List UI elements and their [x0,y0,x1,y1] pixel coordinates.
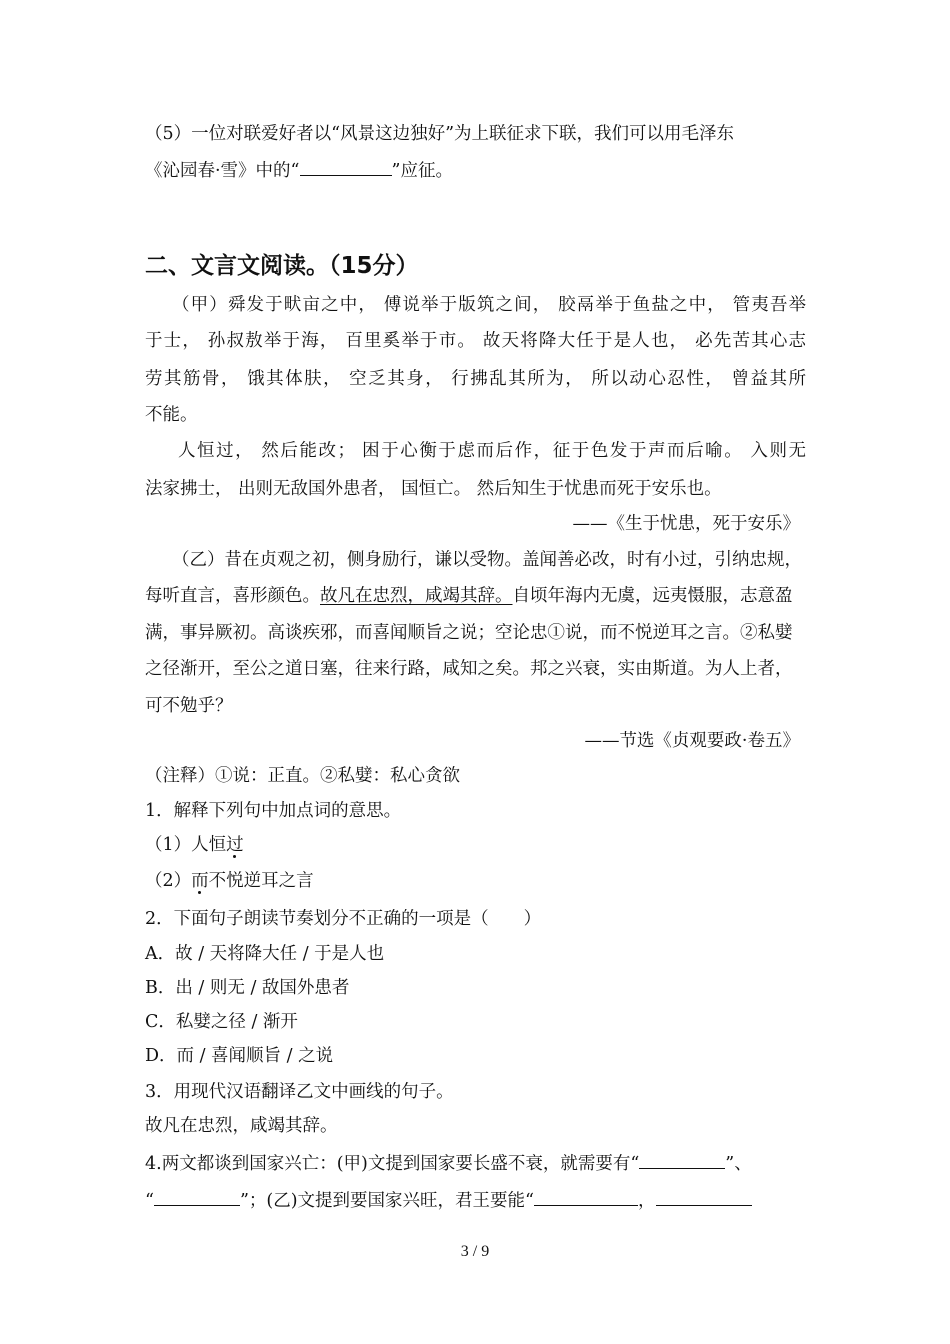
q4-line-2-open: “ [145,1191,154,1211]
option-c: C．私嬖之径 / 渐开 [145,1012,298,1032]
option-b: B．出 / 则无 / 敌国外患者 [145,978,350,998]
jia-line-1: （甲）舜发于畎亩之中， 傅说举于版筑之间， 胶鬲举于鱼盐之中， 管夷吾举 [172,295,806,315]
q5-line-2 [145,157,453,184]
question-1-item-2 [145,868,314,894]
yi-line-2-start: 每听直言，喜形颜色。 [145,586,320,606]
q1-2-prefix: （2） [145,871,192,891]
notes: （注释）①说：正直。②私嬖：私心贪欲 [145,766,460,786]
yi-line-5: 可不勉乎？ [145,696,233,716]
yi-line-2-end: 自顷年海内无虞，远夷慑服，志意盈 [512,586,793,606]
q4-answer-blank-4 [656,1187,752,1206]
yi-source: ——节选《贞观要政·卷五》 [584,731,800,751]
question-4-line-2 [145,1187,752,1214]
q5-line-1: （5）一位对联爱好者以“风景这边独好”为上联征求下联，我们可以用毛泽东 [145,124,735,144]
jia-line-6: 法家拂士， 出则无敌国外患者， 国恒亡。 然后知生于忧患而死于安乐也。 [145,479,722,499]
question-1-item-1 [145,832,244,858]
q4-answer-blank-1 [639,1150,725,1169]
q5-line-2-start: 《沁园春·雪》中的“ [145,161,300,181]
q4-line-2-text: ”；(乙)文提到要国家兴旺，君王要能“ [239,1191,534,1211]
yi-line-4: 之径渐开，至公之道日塞，往来行路，咸知之矣。邦之兴衰，实由斯道。为人上者， [145,659,793,679]
q4-answer-blank-3 [534,1187,638,1206]
q5-answer-blank [300,157,392,176]
q1-2-text: 不悦逆耳之言 [208,871,314,891]
option-d: D．而 / 喜闻顺旨 / 之说 [145,1046,334,1066]
question-1: 1．解释下列句中加点词的意思。 [145,801,402,821]
underlined-sentence: 故凡在忠烈，咸竭其辞。 [320,586,513,606]
question-4-line-1 [145,1150,752,1177]
q4-line-1-end: ”、 [725,1154,752,1174]
q4-line-1-text: 4.两文都谈到国家兴亡：(甲)文提到国家要长盛不衰，就需要有“ [145,1154,640,1174]
jia-line-3: 劳其筋骨， 饿其体肤， 空乏其身， 行拂乱其所为， 所以动心忍性， 曾益其所 [145,369,806,389]
yi-line-3: 满，事异厥初。高谈疾邪，而喜闻顺旨之说；空论忠①说，而不悦逆耳之言。②私嬖 [145,623,793,643]
page-number: 3 / 9 [460,1243,490,1260]
q5-line-2-end: ”应征。 [391,161,453,181]
question-3-sentence: 故凡在忠烈，咸竭其辞。 [145,1116,338,1136]
dotted-word-er: 而 [191,871,209,891]
jia-line-2: 于士， 孙叔敖举于海， 百里奚举于市。 故天将降大任于是人也， 必先苦其心志 [145,331,806,351]
dotted-word-guo: 过 [226,835,244,855]
yi-line-2 [145,583,793,609]
question-3: 3．用现代汉语翻译乙文中画线的句子。 [145,1082,454,1102]
section-heading: 二、文言文阅读。（15分） [145,253,419,279]
jia-line-4: 不能。 [145,405,198,425]
q4-line-2-comma: ， [638,1191,656,1211]
q1-1-text: （1）人恒 [145,835,227,855]
jia-source: ——《生于忧患，死于安乐》 [572,514,800,534]
option-a: A．故 / 天将降大任 / 于是人也 [145,944,385,964]
yi-line-1: （乙）昔在贞观之初，侧身励行，谦以受物。盖闻善必改，时有小过，引纳忠规， [172,550,802,570]
question-2: 2．下面句子朗读节奏划分不正确的一项是（ ） [145,909,542,929]
jia-line-5: 人恒过， 然后能改； 困于心衡于虑而后作，征于色发于声而后喻。 入则无 [178,441,806,461]
q4-answer-blank-2 [154,1187,240,1206]
